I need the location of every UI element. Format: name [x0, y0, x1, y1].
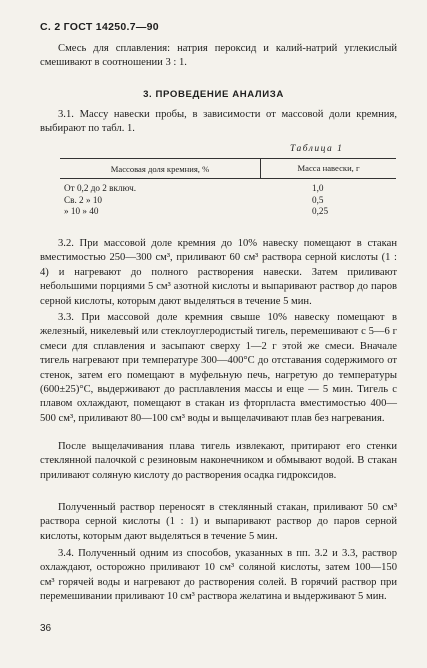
paragraph-3-4: 3.4. Полученный одним из способов, указанных в пп. 3.2 и 3.3, раствор охлаждают, осторожно приливают 10 см³ соляной кислоты, затем 100—150 см³ горячей воды и нагревают до растворения солей. В горячий раствор при перемешивании приливают 10 см³ раствора желатина и выдерживают 5 мин. [40, 548, 397, 603]
table-header-mass: Масса навески, г [260, 159, 396, 178]
table-cell-mass: 1,0 [312, 183, 324, 193]
table-1 [60, 158, 396, 218]
paragraph-3-1: 3.1. Массу навески пробы, в зависимости от массовой доли кремния, выбирают по табл. 1. [40, 109, 397, 135]
paragraph-3-3-final: Полученный раствор переносят в стеклянный стакан, приливают 50 см³ раствора серной кислоты (1 : 1) и выпаривают раствор до паров серной кислоты, которым дают выделяться в течение 5 мин. [40, 502, 397, 542]
page-header: С. 2 ГОСТ 14250.7—90 [40, 21, 159, 33]
table-cell-mass: 0,25 [312, 206, 329, 216]
table-caption: Таблица 1 [290, 144, 344, 154]
page-number: 36 [40, 623, 52, 634]
section-title: 3. ПРОВЕДЕНИЕ АНАЛИЗА [143, 89, 284, 100]
table-cell-range: » 10 » 40 [64, 206, 99, 216]
table-cell-range: От 0,2 до 2 включ. [64, 183, 137, 193]
table-header-silicon: Массовая доля кремния, % [110, 163, 210, 174]
intro-paragraph: Смесь для сплавления: натрия пероксид и калий-натрий углекислый смешивают в соотношении 3 : 1. [40, 43, 397, 69]
paragraph-3-3: 3.3. При массовой доле кремния свыше 10% навеску помещают в железный, никелевый или стеклоуглеродистый тигель, перемешивают с 5—6 г смеси для сплавления и засыпают сверху 1—2 г этой же смеси. Вначале тигель нагревают при температуре 300—400°С до отставания содержимого от стенок, затем его помещают в муфельную печь, нагретую до температуры (600±25)°С, выдерживают до расплавления массы и еще — 5 мин. Тигель с плавом охлаждают, помещают в стакан из фторпласта вместимостью 400—500 см³, приливают 80—100 см³ воды и выщелачивают плав без нагревания. [40, 312, 397, 424]
paragraph-3-2: 3.2. При массовой доле кремния до 10% навеску помещают в стакан вместимостью 250—300 см³, приливают 60 см³ раствора серной кислоты (1 : 4) и нагревают до полного растворения навески. Затем приливают небольшими порциями 5 см³ азотной кислоты и выпаривают раствор до паров серной кислоты, которым дают выделяться в течение 5 мин. [40, 238, 397, 307]
table-cell-range: Св. 2 » 10 [64, 194, 103, 205]
table-cell-mass: 0,5 [312, 194, 324, 205]
paragraph-3-3-continued: После выщелачивания плава тигель извлекают, притирают его стенки стеклянной палочкой с резиновым наконечником и обмывают водой. В стакан приливают соляную кислоту до растворения осадка гидроксидов. [40, 441, 397, 481]
